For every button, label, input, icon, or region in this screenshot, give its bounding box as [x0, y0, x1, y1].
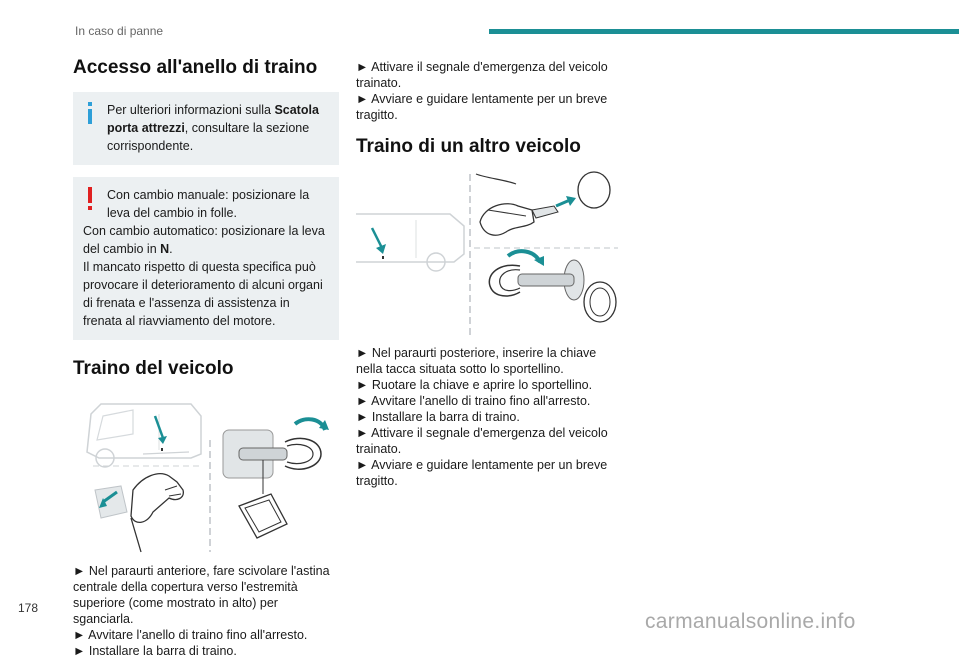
step-text: ► Installare la barra di traino.: [73, 644, 237, 658]
right-steps-top: [356, 59, 622, 123]
step-text: ► Attivare il segnale d'emergenza del veicolo trainato.: [356, 60, 608, 90]
section-title-towing-vehicle: Traino del veicolo: [73, 358, 234, 379]
step-text: ► Avviare e guidare lentamente per un breve tragitto.: [356, 92, 608, 122]
right-steps: [356, 345, 622, 489]
warning-box: [73, 177, 339, 340]
page-number: 178: [18, 601, 39, 615]
left-steps: [73, 563, 339, 659]
section-title-access-tow-ring: Accesso all'anello di traino: [73, 57, 318, 78]
info-box-text: Per ulteriori informazioni sulla Scatola porta attrezzi, consultare la sezione corrispondente.: [107, 103, 319, 153]
step-text: ► Avvitare l'anello di traino fino all'arresto.: [73, 628, 308, 642]
step-text: ► Ruotare la chiave e aprire lo sportellino.: [356, 378, 593, 392]
illustration-rear-tow: [356, 170, 622, 338]
section-title-towing-another-vehicle: Traino di un altro veicolo: [356, 136, 581, 157]
header-section-label: In caso di panne: [75, 24, 164, 38]
watermark-link[interactable]: carmanualsonline.info: [645, 610, 856, 633]
step-text: ► Avviare e guidare lentamente per un breve tragitto.: [356, 458, 608, 488]
info-icon: [85, 102, 95, 124]
left-column: [73, 55, 339, 659]
warning-line-2: Con cambio automatico: posizionare la leva del cambio in N.: [83, 224, 325, 256]
step-text: ► Attivare il segnale d'emergenza del veicolo trainato.: [356, 426, 608, 456]
step-text: ► Nel paraurti posteriore, inserire la chiave nella tacca situata sotto lo sportellino.: [356, 346, 597, 376]
warning-line-3: Il mancato rispetto di questa specifica può provocare il deterioramento di alcuni organi di frenata e l'assenza di assistenza in frenata al riavviamento del motore.: [83, 260, 323, 328]
illustration-front-tow: [73, 394, 339, 554]
right-column: [356, 55, 622, 489]
info-box: [73, 92, 339, 165]
step-text: ► Avvitare l'anello di traino fino all'arresto.: [356, 394, 591, 408]
warning-icon: [85, 187, 95, 211]
step-text: ► Installare la barra di traino.: [356, 410, 520, 424]
step-text: ► Nel paraurti anteriore, fare scivolare l'astina centrale della copertura verso l'estremità superiore (come mostrato in alto) per sganciarla.: [73, 564, 330, 626]
warning-line-1: Con cambio manuale: posizionare la leva del cambio in folle.: [107, 188, 310, 220]
header-accent-bar: [489, 29, 959, 34]
